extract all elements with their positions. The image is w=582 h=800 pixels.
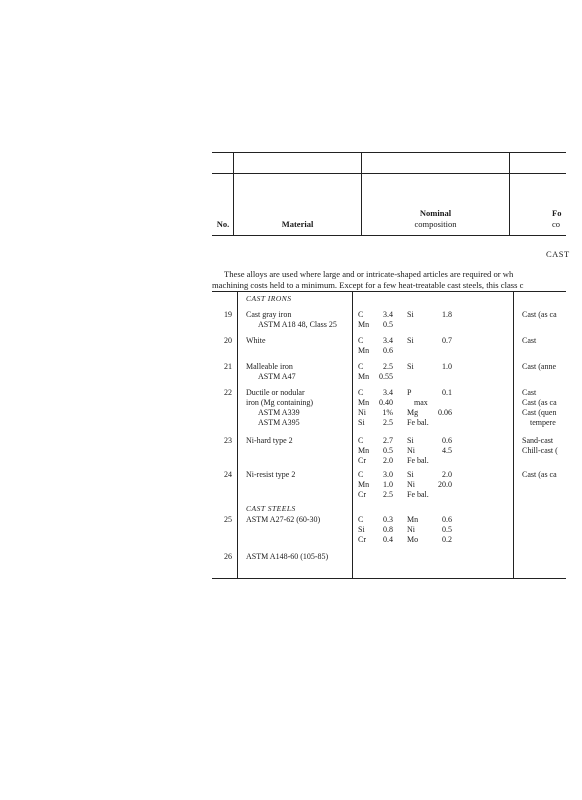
form-condition: Chill-cast ( (522, 446, 558, 455)
body-col-divider-3 (513, 291, 514, 578)
composition-value: Mn (358, 480, 370, 489)
composition-value: Si (358, 418, 365, 427)
composition-value: 0.5 (383, 446, 393, 455)
material-line: ASTM A395 (258, 418, 300, 427)
row-number: 23 (224, 436, 232, 445)
row-number: 19 (224, 310, 232, 319)
composition-value: 0.1 (442, 388, 452, 397)
composition-value: C (358, 336, 364, 345)
form-condition: Cast (anne (522, 362, 556, 371)
composition-value: Si (407, 436, 414, 445)
composition-value: 2.0 (383, 456, 393, 465)
form-condition: tempere (530, 418, 556, 427)
header-nominal-1: Nominal (419, 208, 452, 218)
body-col-divider-1 (237, 291, 238, 578)
material-line: Ductile or nodular (246, 388, 305, 397)
composition-value: Ni (358, 408, 366, 417)
body-col-divider-2 (352, 291, 353, 578)
composition-value: Cr (358, 456, 366, 465)
row-number: 24 (224, 470, 232, 479)
form-condition: Cast (522, 388, 537, 397)
material-line: ASTM A27-62 (60-30) (246, 515, 321, 524)
composition-value: C (358, 515, 364, 524)
header-bottom-rule (212, 235, 566, 236)
material-line: ASTM A18 48, Class 25 (258, 320, 337, 329)
composition-value: Mn (358, 446, 370, 455)
composition-value: 1% (382, 408, 393, 417)
composition-value: C (358, 310, 364, 319)
composition-value: Mo (407, 535, 419, 544)
composition-value: C (358, 436, 364, 445)
composition-value: Mn (407, 515, 419, 524)
table-bottom-rule (212, 578, 566, 579)
composition-value: Mn (358, 320, 370, 329)
composition-value: 0.06 (438, 408, 452, 417)
form-condition: Cast (as ca (522, 398, 557, 407)
composition-value: Ni (407, 480, 415, 489)
composition-value: 20.0 (438, 480, 452, 489)
intro-line-2: machining costs held to a minimum. Except for a few heat-treatable cast steels, this class c (212, 280, 524, 290)
composition-value: Si (407, 336, 414, 345)
composition-value: 3.4 (383, 336, 393, 345)
composition-value: P (407, 388, 412, 397)
group-label-steels: CAST STEELS (246, 504, 296, 513)
composition-value: 4.5 (442, 446, 452, 455)
group-label-irons: CAST IRONS (246, 294, 292, 303)
material-line: White (246, 336, 266, 345)
composition-value: 2.5 (383, 418, 393, 427)
composition-value: C (358, 388, 364, 397)
row-number: 20 (224, 336, 232, 345)
header-mid-rule (212, 173, 566, 174)
composition-value: Mn (358, 346, 370, 355)
composition-value: 2.0 (442, 470, 452, 479)
form-condition: Cast (as ca (522, 470, 557, 479)
row-number: 22 (224, 388, 232, 397)
form-condition: Cast (522, 336, 537, 345)
header-form-2: co (552, 219, 561, 229)
composition-value: Mn (358, 398, 370, 407)
composition-value: Mn (358, 372, 370, 381)
composition-value: Ni (407, 525, 415, 534)
form-condition: Sand-cast (522, 436, 554, 445)
material-line: Malleable iron (246, 362, 293, 371)
material-line: ASTM A148-60 (105-85) (246, 552, 329, 561)
composition-value: 1.0 (383, 480, 393, 489)
composition-value: 2.7 (383, 436, 393, 445)
composition-value: 2.5 (383, 362, 393, 371)
composition-value: 0.5 (442, 525, 452, 534)
composition-value: Cr (358, 490, 366, 499)
header-no: No. (216, 219, 230, 229)
material-line: iron (Mg containing) (246, 398, 314, 407)
composition-value: C (358, 470, 364, 479)
composition-value: 0.40 (379, 398, 393, 407)
composition-value: 0.8 (383, 525, 393, 534)
composition-value: Cr (358, 535, 366, 544)
intro-line-1: These alloys are used where large and or intricate-shaped articles are required or wh (224, 269, 514, 279)
composition-value: 0.5 (383, 320, 393, 329)
section-label: CAST (546, 249, 570, 259)
material-line: Ni-hard type 2 (246, 436, 293, 445)
row-number: 26 (224, 552, 232, 561)
header-material: Material (281, 219, 314, 229)
composition-value: 1.8 (442, 310, 452, 319)
composition-value: 0.55 (379, 372, 393, 381)
material-line: Ni-resist type 2 (246, 470, 296, 479)
form-condition: Cast (quen (522, 408, 557, 417)
composition-value: Si (358, 525, 365, 534)
composition-value: Si (407, 362, 414, 371)
table-top-rule (212, 152, 566, 153)
material-line: Cast gray iron (246, 310, 292, 319)
header-form-1: Fo (552, 208, 562, 218)
composition-value: 0.4 (383, 535, 393, 544)
composition-value: 0.6 (383, 346, 393, 355)
composition-value: Si (407, 310, 414, 319)
composition-value: Fe bal. (407, 456, 429, 465)
composition-value: Fe bal. (407, 490, 429, 499)
composition-value: 3.4 (383, 388, 393, 397)
composition-value: 0.6 (442, 515, 452, 524)
composition-value: Si (407, 470, 414, 479)
composition-value: 0.3 (383, 515, 393, 524)
composition-value: Fe bal. (407, 418, 429, 427)
composition-value: 0.2 (442, 535, 452, 544)
composition-value: 2.5 (383, 490, 393, 499)
header-nominal-2: composition (414, 219, 457, 229)
composition-value: 3.0 (383, 470, 393, 479)
composition-value: Mg (407, 408, 419, 417)
composition-value: Ni (407, 446, 415, 455)
row-number: 25 (224, 515, 232, 524)
composition-value: 3.4 (383, 310, 393, 319)
material-line: ASTM A47 (258, 372, 296, 381)
header-col-divider-3 (509, 152, 510, 235)
material-line: ASTM A339 (258, 408, 300, 417)
composition-value: 0.7 (442, 336, 452, 345)
row-number: 21 (224, 362, 232, 371)
form-condition: Cast (as ca (522, 310, 557, 319)
composition-value: max (414, 398, 428, 407)
composition-value: 0.6 (442, 436, 452, 445)
composition-value: 1.0 (442, 362, 452, 371)
composition-value: C (358, 362, 364, 371)
